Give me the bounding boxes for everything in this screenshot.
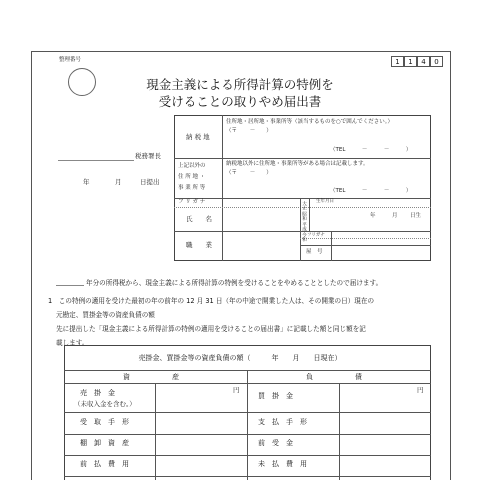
birth-era-label: 大正 昭和 平成 令和	[301, 201, 307, 242]
asset-label-receivable: 売 掛 金	[80, 389, 115, 397]
liabilities-header: 負 債	[306, 373, 362, 381]
other-address-note: 納税地以外に住所地・事業所等がある場合は記載します。	[226, 161, 369, 167]
liability-label-advance: 前 受 金	[258, 439, 293, 447]
asset-label-notes: 受 取 手 形	[80, 418, 129, 426]
liability-yen-mark: 円	[417, 386, 424, 394]
birth-day: 日生	[410, 213, 422, 219]
other-address-label-3: 事 業 所 等	[178, 185, 206, 191]
item1-line1: 1 この特例の適用を受けた最初の年の前年の 12 月 31 日（年の中途で開業した人は、その開業の日）現在の	[48, 297, 375, 305]
shop-label: 屋 号	[306, 249, 323, 255]
assets-header: 資 産	[123, 373, 179, 381]
code-digit-3: 4	[417, 56, 430, 67]
liability-label-notes: 支 払 手 形	[258, 418, 307, 426]
liability-label-accrued: 未 払 費 用	[258, 460, 307, 468]
asset-sub-receivable: （未収入金を含む。）	[74, 400, 136, 408]
balance-sheet-caption: 売掛金、買掛金等の資産負債の額（ 年 月 日現在）	[138, 354, 342, 362]
tax-place-postal: （〒 － ）	[226, 128, 272, 134]
code-digit-2: 1	[404, 56, 417, 67]
date-month: 月	[115, 178, 122, 186]
office-underline	[58, 160, 134, 161]
name-label: 氏 名	[186, 215, 212, 223]
office-suffix: 税務署長	[135, 152, 161, 160]
asset-yen-mark: 円	[233, 386, 240, 394]
date-year: 年	[83, 178, 90, 186]
liability-label-payable: 買 掛 金	[258, 392, 293, 400]
tax-place-label: 納 税 地	[186, 133, 210, 141]
form-ref-label: 整理番号	[59, 57, 82, 63]
year-underline	[56, 285, 84, 286]
item1-line2: 元勘定、買掛金等の資産負債の額	[56, 311, 155, 319]
tax-place-options: 住所地・居所地・事業所等（該当するものを○で囲んでください。）	[226, 119, 394, 125]
code-digit-4: 0	[430, 56, 443, 67]
statement-line: 年分の所得税から、現金主義による所得計算の特例を受けることをやめることとしたので届けます。	[86, 279, 383, 287]
balance-sheet-center-divider	[247, 370, 248, 480]
other-address-postal: （〒 － ）	[226, 170, 272, 176]
shop-furigana: フリガナ	[307, 233, 325, 238]
item1-line3: 先に提出した「現金主義による所得計算の特例の適用を受けることの届出書」に記載した額と同じ額を記	[56, 325, 366, 333]
birth-label: 生年月日	[316, 199, 334, 204]
asset-label-prepaid: 前 払 費 用	[80, 460, 129, 468]
birth-year: 年	[370, 213, 376, 219]
job-label: 職 業	[186, 241, 212, 249]
tax-place-tel: （TEL － － ）	[330, 147, 412, 153]
form-title-line1: 現金主義による所得計算の特例を	[146, 77, 334, 92]
furigana-label: フ リ ガ ナ	[178, 199, 206, 205]
date-day: 日提出	[140, 178, 160, 186]
code-digit-1: 1	[391, 56, 404, 67]
birth-month: 月	[392, 213, 398, 219]
other-address-tel: （TEL － － ）	[330, 188, 412, 194]
form-title-line2: 受けることの取りやめ届出書	[158, 94, 322, 109]
item1-line4: 載します。	[56, 339, 89, 347]
asset-label-inventory: 棚 卸 資 産	[80, 439, 129, 447]
applicant-label-divider	[222, 115, 223, 261]
other-address-label-2: 住 所 地 ・	[178, 174, 206, 180]
other-address-label-1: 上記以外の	[178, 163, 206, 169]
